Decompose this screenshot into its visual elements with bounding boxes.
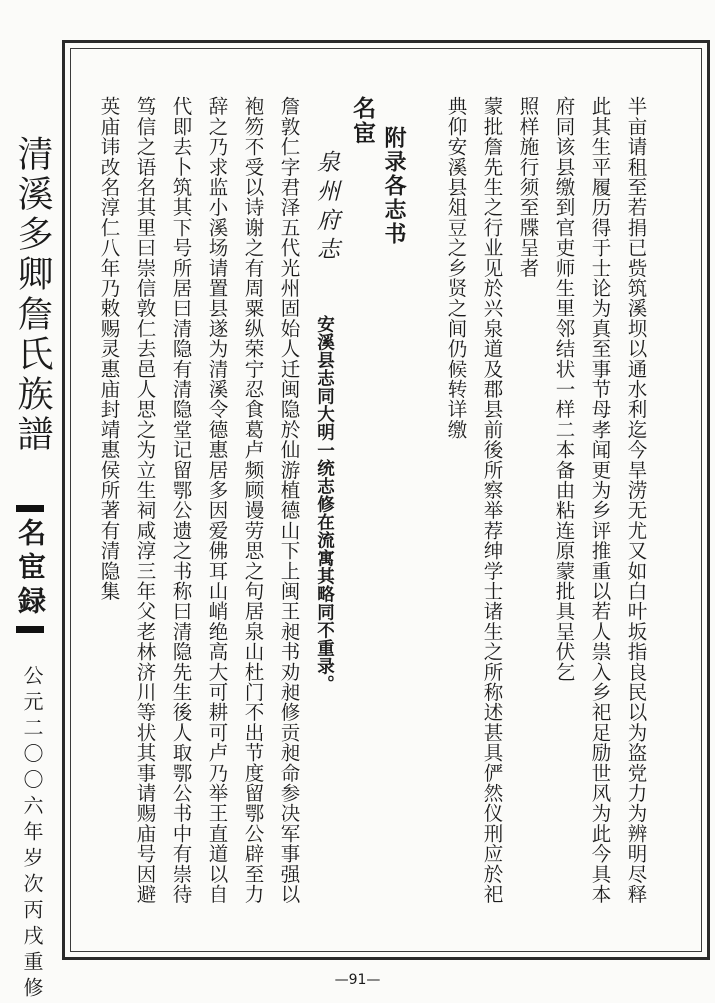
source-note: 安溪县志同大明一统志修在流寓其略同不重录。 — [314, 315, 335, 693]
text-column: 笃信之语名其里曰崇信敦仁去邑人思之为立生祠咸淳三年父老林济川等状其事请赐庙号因避 — [133, 96, 157, 904]
text-column: 半亩请租至若捐已赀筑溪坝以通水利迄今旱涝无尤又如白叶坂指良民以为盗党力为辨明尽释 — [624, 96, 648, 904]
office-heading: 名宦 — [349, 96, 376, 146]
page-number: —91— — [334, 972, 381, 988]
text-column: 蒙批詹先生之行业见於兴泉道及郡县前後所察举荐绅学士诸生之所称述甚具俨然仪刑应於祀 — [480, 96, 504, 904]
text-column: 府同该县缴到官吏师生里邻结状一样二本备由粘连原蒙批具呈伏乞 — [552, 96, 576, 682]
book-title: 清溪多卿詹氏族譜 — [12, 135, 53, 455]
section-tag: 名宦録 — [16, 505, 44, 633]
source-name: 泉州府志 — [313, 150, 339, 266]
text-column: 此其生平履历得于士论为真至事节母孝闻更为乡评推重以若人祟入乡祀足励世风为此今具本 — [588, 96, 612, 904]
edition-note: 公元二〇〇六年岁次丙戌重修 — [20, 665, 44, 1003]
text-column: 詹敦仁字君泽五代光州固始人迁闽隐於仙游植德山下上闽王昶书劝昶修贡昶命参决军事强以 — [277, 96, 301, 904]
text-column: 代即去卜筑其下号所居曰清隐有清隐堂记留鄂公遗之书称曰清隐先生後人取鄂公书中有崇待 — [169, 96, 193, 904]
text-column: 英庙讳改名淳仁八年乃敕赐灵惠庙封靖惠侯所著有清隐集 — [97, 96, 121, 601]
text-column: 典仰安溪县俎豆之乡贤之间仍候转详缴 — [444, 96, 468, 440]
text-column: 袍笏不受以诗谢之有周粟纵荣宁忍食葛卢频顾谩劳思之句居泉山杜门不出节度留鄂公辟至力 — [241, 96, 265, 904]
text-column: 照样施行须至牒呈者 — [516, 96, 540, 278]
appendix-title: 附录各志书 — [381, 126, 407, 246]
text-column: 辞之乃求监小溪场请置县遂为清溪令德惠居多因爱佛耳山峭绝高大可耕可卢乃举王直道以自 — [205, 96, 229, 904]
